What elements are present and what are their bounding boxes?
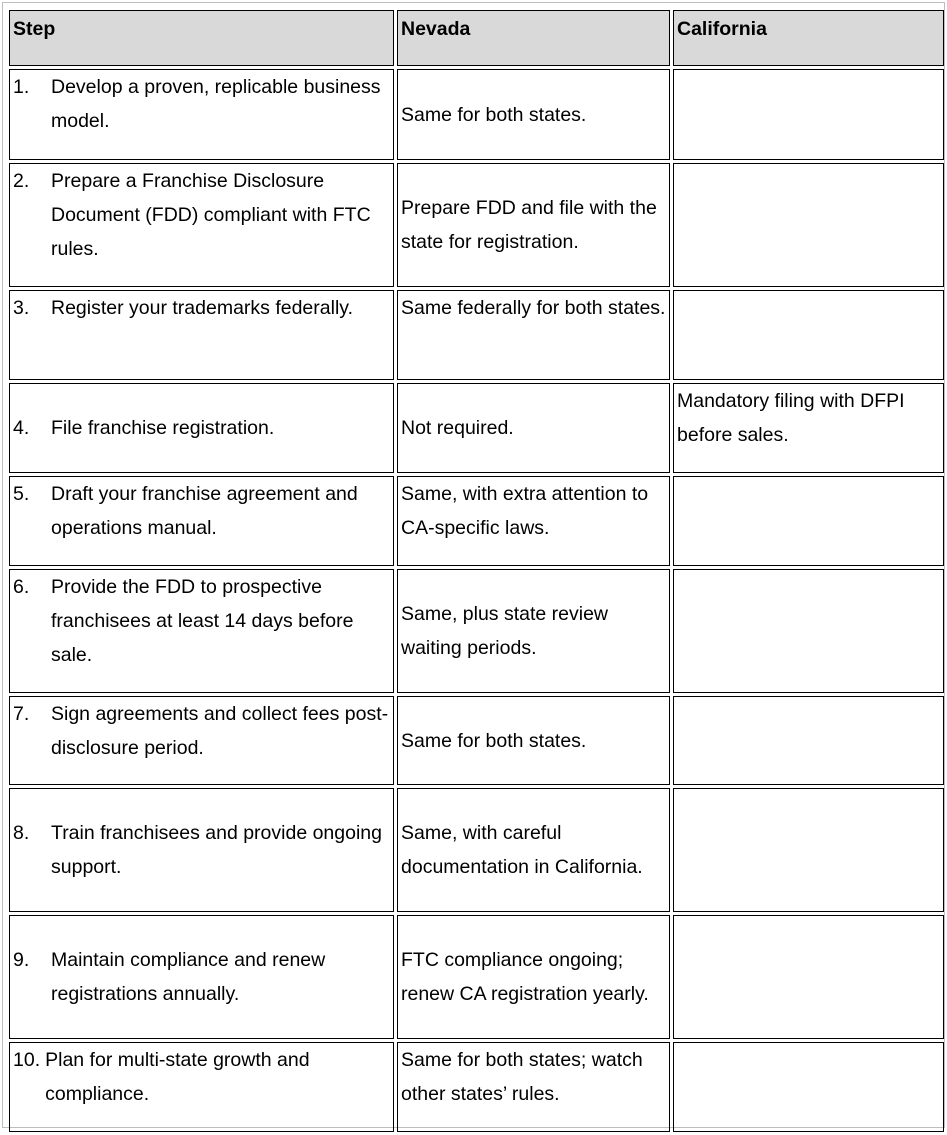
step-number: 7. xyxy=(13,703,30,725)
header-nevada: Nevada xyxy=(397,10,670,66)
nevada-cell: Same, with careful documentation in California. xyxy=(397,788,670,912)
step-text: Maintain compliance and renew registrations annually. xyxy=(51,949,326,1005)
table-row xyxy=(9,69,944,160)
comparison-table xyxy=(6,7,947,1135)
nevada-cell: Same federally for both states. xyxy=(397,290,670,380)
step-number: 8. xyxy=(13,822,30,844)
california-cell xyxy=(673,163,944,287)
step-number: 4. xyxy=(13,417,30,439)
step-cell xyxy=(9,788,394,912)
table-row xyxy=(9,163,944,287)
step-number: 3. xyxy=(13,297,30,319)
nevada-cell: Same, plus state review waiting periods. xyxy=(397,569,670,693)
nevada-cell: Same for both states. xyxy=(397,696,670,785)
step-text: Plan for multi-state growth and compliance. xyxy=(45,1049,310,1105)
nevada-cell: Same for both states; watch other states’ rules. xyxy=(397,1042,670,1132)
california-cell xyxy=(673,696,944,785)
table-row xyxy=(9,569,944,693)
nevada-cell: Prepare FDD and file with the state for registration. xyxy=(397,163,670,287)
step-cell xyxy=(9,69,394,160)
step-text: Develop a proven, replicable business model. xyxy=(51,76,381,132)
california-cell xyxy=(673,69,944,160)
step-text: Register your trademarks federally. xyxy=(51,297,354,319)
step-cell xyxy=(9,383,394,473)
step-number: 5. xyxy=(13,483,30,505)
step-number: 10. xyxy=(13,1049,41,1071)
header-step: Step xyxy=(9,10,394,66)
nevada-cell: Same, with extra attention to CA-specific laws. xyxy=(397,476,670,566)
california-cell: Mandatory filing with DFPI before sales. xyxy=(673,383,944,473)
step-number: 9. xyxy=(13,949,30,971)
table-row xyxy=(9,383,944,473)
step-cell xyxy=(9,1042,394,1132)
step-cell xyxy=(9,569,394,693)
step-cell xyxy=(9,696,394,785)
california-cell xyxy=(673,915,944,1039)
step-text: Train franchisees and provide ongoing support. xyxy=(51,822,382,878)
step-text: Prepare a Franchise Disclosure Document (FDD) compliant with FTC rules. xyxy=(51,170,371,260)
table-row xyxy=(9,696,944,785)
table-header-row xyxy=(9,10,944,66)
step-cell xyxy=(9,290,394,380)
table-row xyxy=(9,1042,944,1132)
step-text: File franchise registration. xyxy=(51,417,275,439)
step-cell xyxy=(9,476,394,566)
step-text: Provide the FDD to prospective franchisees at least 14 days before sale. xyxy=(51,576,354,666)
step-number: 1. xyxy=(13,76,30,98)
nevada-cell: Same for both states. xyxy=(397,69,670,160)
nevada-cell: Not required. xyxy=(397,383,670,473)
california-cell xyxy=(673,290,944,380)
california-cell xyxy=(673,569,944,693)
table-row xyxy=(9,476,944,566)
table-row xyxy=(9,915,944,1039)
california-cell xyxy=(673,1042,944,1132)
nevada-cell: FTC compliance ongoing; renew CA registration yearly. xyxy=(397,915,670,1039)
table-row xyxy=(9,788,944,912)
step-cell xyxy=(9,163,394,287)
header-california: California xyxy=(673,10,944,66)
step-text: Draft your franchise agreement and operations manual. xyxy=(51,483,358,539)
table-row xyxy=(9,290,944,380)
step-number: 6. xyxy=(13,576,30,598)
step-cell xyxy=(9,915,394,1039)
california-cell xyxy=(673,476,944,566)
step-number: 2. xyxy=(13,170,30,192)
california-cell xyxy=(673,788,944,912)
step-text: Sign agreements and collect fees post-disclosure period. xyxy=(51,703,389,759)
